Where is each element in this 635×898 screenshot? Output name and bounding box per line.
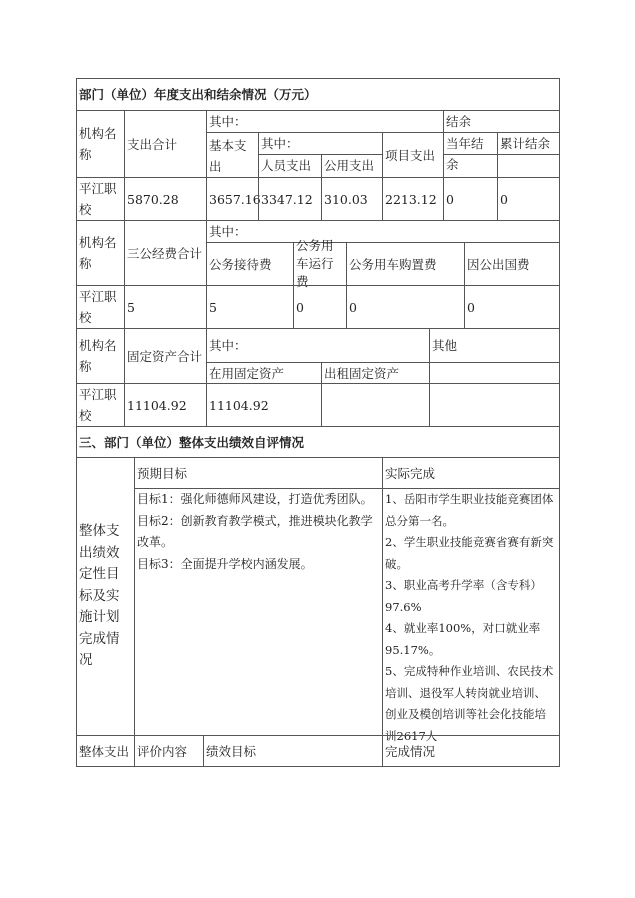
row3-in-use: 11104.92 [206,383,322,427]
s3-header-in-use: 在用固定资产 [206,362,322,384]
result-item: 2、学生职业技能竞赛省赛有新突破。 [385,535,554,571]
last-col2: 评价内容 [134,735,204,767]
header-total: 支出合计 [124,110,207,178]
s2-header-abroad: 因公出国费 [464,242,560,286]
header-of2: 其中： [258,132,383,155]
s2-header-total: 三公经费合计 [124,220,207,286]
s4-actual-header: 实际完成 [382,457,560,489]
row2-total: 5 [124,285,207,329]
header-project: 项目支出 [382,132,444,178]
last-col1: 整体支出 [76,735,135,767]
s2-header-reception: 公务接待费 [206,242,294,286]
row2-reception: 5 [206,285,294,329]
goal-item: 目标1：强化师德师风建设，打造优秀团队。 [137,492,373,506]
s2-header-org: 机构名称 [76,220,125,286]
s2-header-car-buy: 公务用车购置费 [346,242,465,286]
header-public: 公用支出 [321,154,383,178]
row1-year-balance: 0 [443,177,498,221]
empty-cell [429,362,560,384]
row1-staff: 3347.12 [258,177,322,221]
row1-cum-balance: 0 [497,177,560,221]
row2-org: 平江职校 [76,285,125,329]
row1-project: 2213.12 [382,177,444,221]
result-item: 5、完成特种作业培训、农民技术培训、退役军人转岗就业培训、创业及模创培训等社会化技能培训2617人 [385,664,554,743]
header-cum-balance: 累计结余 [497,132,560,155]
result-item: 3、职业高考升学率（含专科）97.6% [385,578,542,614]
result-item: 4、就业率100%，对口就业率95.17%。 [385,621,541,657]
s3-header-rented: 出租固定资产 [321,362,430,384]
row1-public: 310.03 [321,177,383,221]
last-col3: 绩效目标 [203,735,383,767]
section4-title: 三、部门（单位）整体支出绩效自评情况 [76,426,560,458]
row1-basic: 3657.16 [206,177,259,221]
s2-header-of: 其中： [206,220,560,243]
s4-expected-header: 预期目标 [134,457,383,489]
s3-header-of: 其中： [206,328,430,363]
header-staff: 人员支出 [258,154,322,178]
goal-item: 目标3：全面提升学校内涵发展。 [137,556,313,571]
row3-other [429,383,560,427]
last-col4: 完成情况 [382,735,560,767]
s3-header-org: 机构名称 [76,328,125,384]
section1-title: 部门（单位）年度支出和结余情况（万元） [76,78,560,111]
row1-org: 平江职校 [76,177,125,221]
empty-cell [443,154,498,178]
row2-car-run: 0 [293,285,347,329]
row3-rented [321,383,430,427]
s3-header-total: 固定资产合计 [124,328,207,384]
header-balance: 结余 [443,110,560,133]
goal-item: 目标2：创新教育教学模式，推进模块化教学改革。 [137,513,373,549]
header-year-balance: 当年结余 [443,132,498,155]
header-org: 机构名称 [76,110,125,178]
header-of: 其中： [206,110,444,133]
empty-cell [497,154,560,178]
s4-label: 整体支出绩效定性目标及实施计划完成情况 [76,457,135,736]
row3-org: 平江职校 [76,383,125,427]
s4-goals [134,488,383,736]
result-item: 1、岳阳市学生职业技能竞赛团体总分第一名。 [385,492,554,528]
row3-total: 11104.92 [124,383,207,427]
s2-header-car-run: 公务用车运行费 [293,242,347,286]
s4-results [382,488,560,743]
header-basic: 基本支出 [206,132,259,178]
s3-header-other: 其他 [429,328,560,363]
row2-abroad: 0 [464,285,560,329]
row2-car-buy: 0 [346,285,465,329]
row1-total: 5870.28 [124,177,207,221]
